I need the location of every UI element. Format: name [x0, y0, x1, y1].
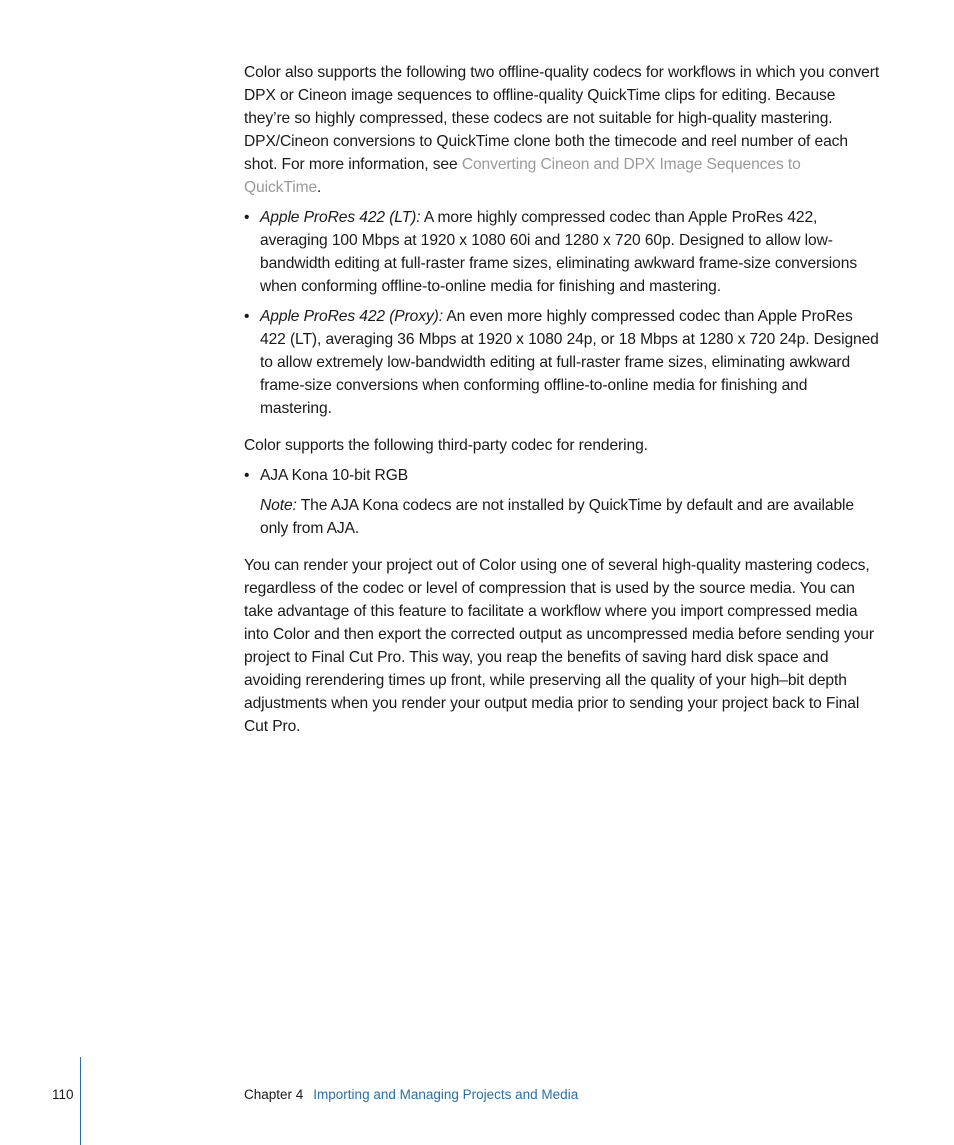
codec-description: A more highly compressed codec than Apple ProRes 422, averaging 100 Mbps at 1920 x 1080 60i and 1280 x 720 60p. Designed to allow low-bandwidth editing at full-raster frame sizes, eliminating awkward frame-size conversions when conforming offline-to-online media for finishing and mastering. — [260, 209, 858, 295]
intro-text: Color also supports the following two offline-quality codecs for workflows in which you convert DPX or Cineon image sequences to offline-quality QuickTime clips for editing. Because they’re so highly compressed, these codecs are not suitable for high-quality mastering. DPX/Cineon conversions to QuickTime clone both the timecode and reel number of each shot. For more information, see — [244, 64, 880, 173]
codec-name: AJA Kona 10-bit RGB — [260, 467, 409, 484]
bullet-icon: • — [244, 209, 250, 226]
codec-description: An even more highly compressed codec than Apple ProRes 422 (LT), averaging 36 Mbps at 1920 x 1080 24p, or 18 Mbps at 1280 x 720 24p. Designed to allow extremely low-bandwidth editing at full-raster frame sizes, eliminating awkward frame-size conversions when conforming offline-to-online media for finishing and mastering. — [260, 308, 879, 417]
rendering-paragraph: You can render your project out of Color using one of several high-quality mastering codecs, regardless of the codec or level of compression that is used by the source media. You can take advantage of this feature to facilitate a workflow where you import compressed media into Color and then export the corrected output as uncompressed media before sending your project to Final Cut Pro. This way, you reap the benefits of saving hard disk space and avoiding rerendering times up front, while preserving all the quality of your high–bit depth adjustments when you render your output media prior to sending your project back to Final Cut Pro. — [244, 557, 874, 735]
intro-text-end: . — [317, 179, 322, 196]
third-party-codec-list — [244, 464, 880, 487]
codec-term: Apple ProRes 422 (LT): — [260, 209, 421, 226]
chapter-title[interactable]: Importing and Managing Projects and Media — [313, 1087, 579, 1102]
codec-term: Apple ProRes 422 (Proxy): — [260, 308, 443, 325]
offline-codec-list — [244, 206, 880, 420]
list-item — [244, 206, 880, 298]
third-party-paragraph: Color supports the following third-party codec for rendering. — [244, 437, 648, 454]
note-label: Note: — [260, 497, 297, 514]
note-paragraph — [244, 494, 880, 540]
list-item — [244, 464, 880, 487]
bullet-icon: • — [244, 308, 250, 325]
intro-paragraph — [244, 61, 880, 199]
cross-reference-link[interactable]: Converting Cineon and DPX Image Sequences to QuickTime — [244, 156, 801, 196]
list-item — [244, 305, 880, 420]
chapter-footer — [244, 1086, 578, 1104]
page-number: 110 — [52, 1087, 74, 1102]
chapter-label: Chapter 4 — [244, 1087, 304, 1102]
bullet-icon: • — [244, 467, 250, 484]
footer-divider — [80, 1057, 81, 1145]
note-text: The AJA Kona codecs are not installed by QuickTime by default and are available only from AJA. — [260, 497, 854, 537]
document-body — [244, 61, 880, 738]
